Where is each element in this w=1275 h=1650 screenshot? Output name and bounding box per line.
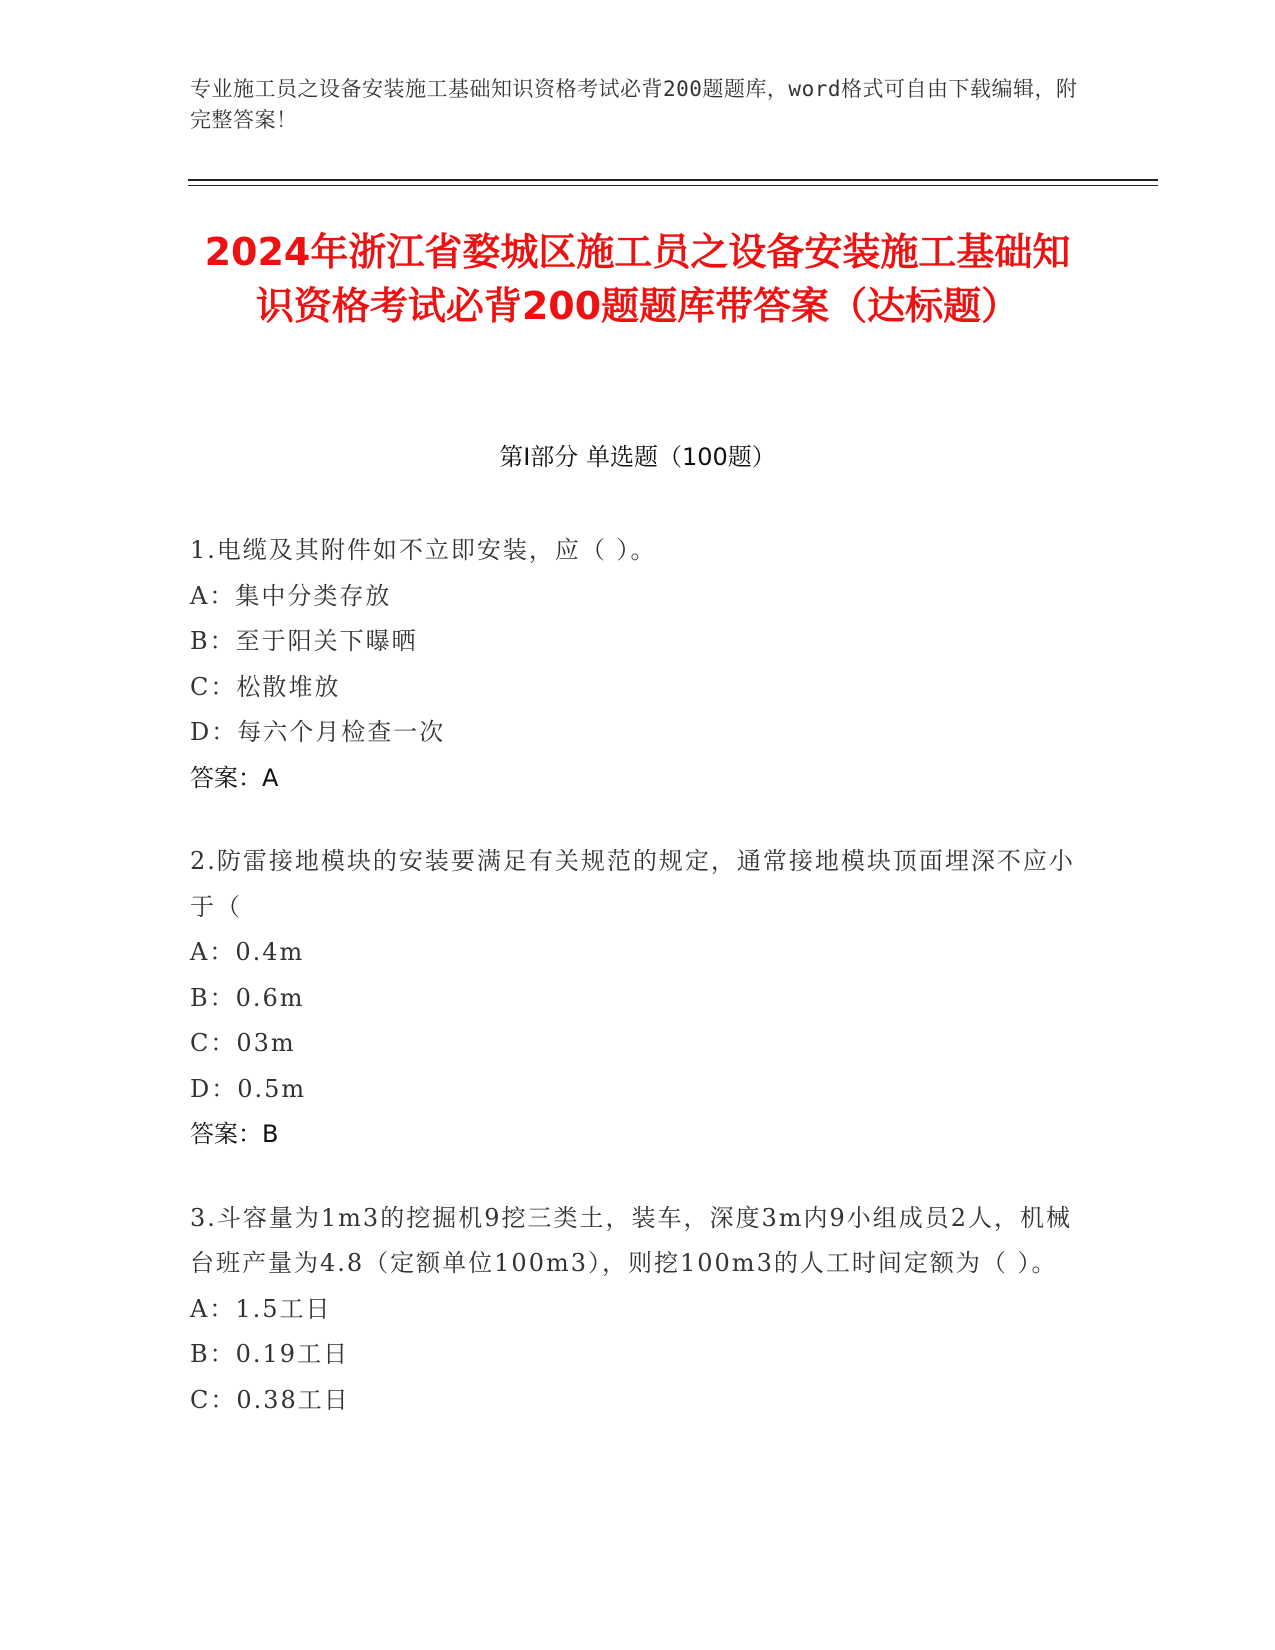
answer: 答案：A bbox=[190, 763, 279, 792]
header-note: 专业施工员之设备安装施工基础知识资格考试必背200题题库，word格式可自由下载编辑，附完整答案！ bbox=[190, 77, 1078, 132]
option-a: A：集中分类存放 bbox=[190, 581, 392, 610]
question-1 bbox=[190, 528, 1080, 801]
header-divider-thick bbox=[188, 179, 1158, 181]
option-d: D：每六个月检查一次 bbox=[190, 718, 446, 746]
option-a: A：0.4m bbox=[190, 938, 305, 966]
question-2 bbox=[190, 839, 1080, 1158]
answer: 答案：B bbox=[190, 1120, 279, 1148]
option-c: C：0.38工日 bbox=[190, 1385, 350, 1414]
option-c: C：松散堆放 bbox=[190, 672, 341, 701]
option-b: B：至于阳关下曝晒 bbox=[190, 627, 418, 655]
question-list bbox=[190, 528, 1080, 1461]
header-divider-thin bbox=[188, 185, 1158, 186]
option-d: D：0.5m bbox=[190, 1074, 307, 1103]
option-b: B：0.6m bbox=[190, 983, 305, 1012]
option-b: B：0.19工日 bbox=[190, 1340, 350, 1368]
question-text: 2.防雷接地模块的安装要满足有关规范的规定，通常接地模块顶面埋深不应小于（ bbox=[190, 847, 1075, 921]
question-text: 3.斗容量为1m3的挖掘机9挖三类土，装车，深度3m内9小组成员2人，机械台班产量为4.8（定额单位100m3），则挖100m3的人工时间定额为（ ）。 bbox=[190, 1203, 1073, 1277]
option-c: C：03m bbox=[190, 1029, 296, 1057]
section-heading: 第I部分 单选题（100题） bbox=[499, 443, 776, 471]
document-title: 2024年浙江省婺城区施工员之设备安装施工基础知识资格考试必背200题题库带答案（达标题） bbox=[204, 230, 1071, 328]
question-3 bbox=[190, 1196, 1080, 1424]
option-a: A：1.5工日 bbox=[190, 1294, 332, 1323]
question-text: 1.电缆及其附件如不立即安装，应（ ）。 bbox=[190, 536, 657, 564]
